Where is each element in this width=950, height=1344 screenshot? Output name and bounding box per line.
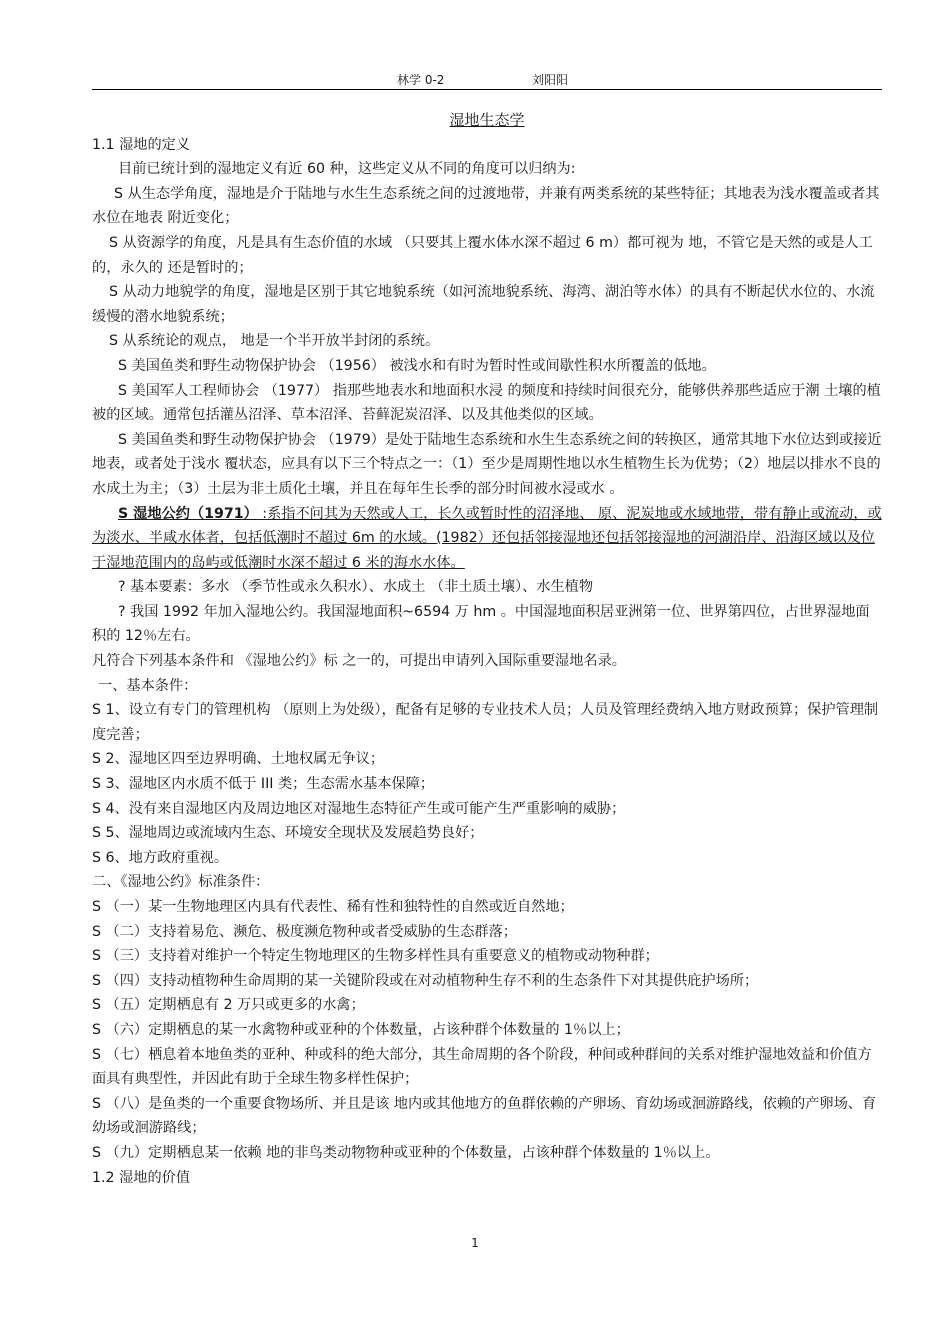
standard-condition-item: S （九）定期栖息某一依赖 地的非鸟类动物物种或亚种的个体数量，占该种群个体数量的 1％以上。	[92, 1144, 720, 1161]
ramsar-text: :系指不问其为天然或人工，长久或暂时性的沼泽地、 原、泥炭地或水域地带，带有静止或流动，或为淡水、半咸水体者，包括低潮时不超过 6m 的水域。(1982）还包括邻接湿地还包括邻接湿地的河湖沿岸、沿海区域以及位于湿地范围内的岛屿或低潮时水深不超过 6 米的海水水体。	[92, 505, 882, 571]
document-body	[92, 108, 882, 1190]
standard-condition-item: S （二）支持着易危、濒危、极度濒危物种或者受威胁的生态群落；	[92, 923, 517, 940]
standard-condition-item: S （三）支持着对维护一个特定生物地理区的生物多样性具有重要意义的植物或动物种群；	[92, 948, 659, 965]
definition-resources: S 从资源学的角度，凡是具有生态价值的水域 （只要其上覆水体水深不超过 6 m）都可视为 地，不管它是天然的或是人工的，永久的 还是暂时的；	[92, 234, 873, 276]
header-course: 林学 0-2	[397, 73, 445, 87]
page-number: 1	[471, 1236, 479, 1250]
basic-conditions-heading: 一、基本条件：	[98, 677, 198, 694]
standard-conditions-heading: 二、《湿地公约》标准条件：	[92, 874, 270, 891]
conditions-intro: 凡符合下列基本条件和 《湿地公约》标 之一的，可提出申请列入国际重要湿地名录。	[92, 653, 626, 670]
standard-condition-item: S （八）是鱼类的一个重要食物场所、并且是该 地内或其他地方的鱼群依赖的产卵场、育幼场或洄游路线，依赖的产卵场、育幼场或洄游路线；	[92, 1095, 877, 1137]
basic-condition-item: S 2、湿地区四至边界明确、土地权属无争议；	[92, 751, 385, 768]
header-divider	[92, 89, 882, 90]
basic-elements: ? 基本要素：多水 （季节性或永久积水）、水成土 （非土质土壤）、水生植物	[118, 579, 594, 596]
basic-condition-item: S 3、湿地区内水质不低于 III 类；生态需水基本保障；	[92, 776, 435, 793]
basic-condition-item: S 6、地方政府重视。	[92, 849, 229, 866]
page-header	[92, 70, 882, 90]
definition-ramsar	[92, 502, 882, 576]
standard-condition-item: S （七）栖息着本地鱼类的亚种、种或科的绝大部分，其生命周期的各个阶段，种间或种群间的关系对维护湿地效益和价值方面具有典型性，并因此有助于全球生物多样性保护；	[92, 1046, 872, 1088]
section-heading-1-1: 1.1 湿地的定义	[92, 136, 191, 153]
china-wetland-facts: ? 我国 1992 年加入湿地公约。我国湿地面积~6594 万 hm 。中国湿地面积居亚洲第一位、世界第四位，占世界湿地面积的 12％左右。	[92, 603, 870, 645]
definition-ecology: S 从生态学角度，湿地是介于陆地与水生生态系统之间的过渡地带，并兼有两类系统的某些特征；其地表为浅水覆盖或者其水位在地表 附近变化；	[92, 185, 880, 227]
definition-usace-1977: S 美国军人工程师协会 （1977） 指那些地表水和地面积水浸 的频度和持续时间很充分，能够供养那些适应于潮 土壤的植被的区域。通常包括灌丛沼泽、草本沼泽、苔藓泥炭沼泽、以及其他类似的区域。	[92, 382, 881, 424]
standard-condition-item: S （五）定期栖息有 2 万只或更多的水禽；	[92, 997, 365, 1014]
basic-condition-item: S 5、湿地周边或流域内生态、环境安全现状及发展趋势良好；	[92, 825, 484, 842]
definition-systems: S 从系统论的观点， 地是一个半开放半封闭的系统。	[109, 333, 440, 350]
definition-geomorphology: S 从动力地貌学的角度，湿地是区别于其它地貌系统（如河流地貌系统、海湾、湖泊等水体）的具有不断起伏水位的、水流缓慢的潜水地貌系统；	[92, 284, 875, 325]
standard-condition-item: S （四）支持动植物种生命周期的某一关键阶段或在对动植物种生存不利的生态条件下对其提供庇护场所；	[92, 972, 759, 989]
basic-condition-item: S 4、没有来自湿地区内及周边地区对湿地生态特征产生或可能产生严重影响的威胁；	[92, 800, 626, 817]
standard-condition-item: S （六）定期栖息的某一水禽物种或亚种的个体数量，占该种群个体数量的 1％以上；	[92, 1021, 630, 1038]
definition-usfws-1979: S 美国鱼类和野生动物保护协会 （1979）是处于陆地生态系统和水生生态系统之间的转换区，通常其地下水位达到或接近地表，或者处于浅水 覆状态，应具有以下三个特点之一：（1）至少是周期性地以水生植物生长为优势；（2）地层以排水不良的水成土为主；（3）土层为非土质化土壤，并且在每年生长季的部分时间被水浸或水 。	[92, 431, 882, 497]
definition-usfws-1956: S 美国鱼类和野生动物保护协会 （1956） 被浅水和有时为暂时性或间歇性积水所覆盖的低地。	[118, 357, 716, 374]
header-author: 刘阳阳	[532, 73, 569, 87]
standard-condition-item: S （一）某一生物地理区内具有代表性、稀有性和独特性的自然或近自然地；	[92, 899, 574, 915]
section-heading-1-2: 1.2 湿地的价值	[92, 1169, 191, 1186]
intro-paragraph: 目前已统计到的湿地定义有近 60 种，这些定义从不同的角度可以归纳为:	[118, 161, 576, 178]
ramsar-label: S 湿地公约（1971）	[118, 505, 258, 522]
document-title: 湿地生态学	[449, 111, 525, 129]
basic-condition-item: S 1、设立有专门的管理机构 （原则上为处级），配备有足够的专业技术人员；人员及管理经费纳入地方财政预算；保护管理制度完善；	[92, 702, 879, 743]
